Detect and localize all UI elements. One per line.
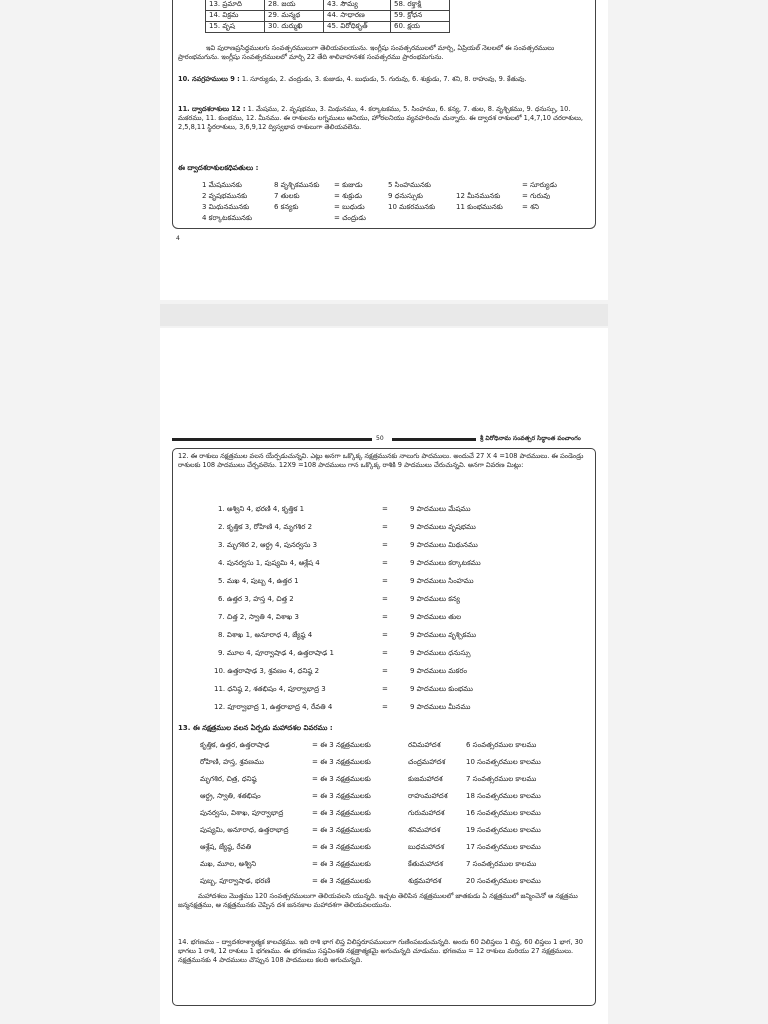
table-cell: 43. సౌమ్య [324,0,391,11]
samvatsara-note: ఇవి పురాణప్రసిద్ధములగు సంవత్సరములుగా తెలియవలయును. ఇంగ్లీషు సంవత్సరములలో మార్చి, ఏప్రియల్ నెలలలో ఈ సంవత్సరములు ప్రారంభమగును. ఇంగ్లీషు సంవత్సరములలో మార్చి 22 తేది శాలివాహనశక సంవత్సరము ప్రారంభమగును. [178,44,555,62]
header-rule-left [172,438,372,441]
page-lower [160,328,608,1024]
dasha-note: మహాదశలు మొత్తము 120 సంవత్సరములుగా తెలియవలసి యున్నది. ఇచ్చట తెలిపిన నక్షత్రములలో జాతకుడు ఏ నక్షత్రములో జన్మించెనో ఆ నక్షత్రము జన్మనక్షత్రము, ఆ నక్షత్రమునకు చెప్పిన దశ జననకాల మహాదశగా తెలియవలయును. [178,892,578,910]
table-cell: 59. క్రోధన [391,11,450,22]
item-10 [178,75,586,84]
item-10-heading: 10. నవగ్రహములు 9 : [178,75,240,83]
item-11 [178,105,586,133]
list-item: పునర్వసు, విశాఖ, పూర్వాభాద్ర = ఈ 3 నక్షత్రములకు గురుమహాదశ 16 సంవత్సరముల కాలము [200,809,541,817]
page-upper [160,0,608,300]
list-item: 9. మూల 4, పూర్వాషాఢ 4, ఉత్తరాషాఢ 1 = 9 పాదములు ధనుస్సు [218,649,471,657]
table-cell: 15. వృష [206,22,265,33]
list-item: 2 వృషభమునకు 7 తులకు = శుక్రుడు 9 ధనుస్సుకు 12 మీనమునకు = గురువు [202,192,551,200]
table-cell: 29. మన్మథ [265,11,324,22]
list-item: 1 మేషమునకు 8 వృశ్చికమునకు = కుజుడు 5 సింహమునకు = సూర్యుడు [202,181,557,189]
list-item: 8. విశాఖ 1, అనూరాధ 4, జ్యేష్ఠ 4 = 9 పాదములు వృశ్చికము [218,631,477,639]
table-cell: 13. ప్రమాది [206,0,265,11]
list-item: 11. ధనిష్ఠ 2, శతభిషం 4, పూర్వాభాద్ర 3 = 9 పాదములు కుంభము [214,685,473,693]
item-13-heading: 13. ఈ నక్షత్రముల వలన ఏర్పడు మహాదశల వివరము : [178,724,333,732]
item-12: 12. ఈ రాశులు నక్షత్రముల వలన యేర్పడుచున్నవి. ఎట్లు అనగా ఒక్కొక్క నక్షత్రమునకు నాలుగు పాదములు. అందుచే 27 X 4 =108 పాదములు. ఈ పండెండ్రు రాశులకు 108 పాదములు చేర్చవలెను. 12X9 =108 పాదములు గాన ఒక్కొక్క రాశికి 9 పాదములు చేరుచున్నవి. అనగా వివరణ మిట్లు: [178,452,584,470]
list-item: 10. ఉత్తరాషాఢ 3, శ్రవణం 4, ధనిష్ఠ 2 = 9 పాదములు మకరం [214,667,468,675]
list-item: 4 కర్కాటకమునకు = చంద్రుడు [202,214,366,222]
item-14: 14. భగణము – ద్వాదశరాశ్యాత్మక కాలచక్రము. ఇది రాశి భాగ లిప్త విలిప్తరూపములుగా గుణింపబడుచున్నది. అందు 60 విలిప్తలు 1 లిప్త, 60 లిప్తలు 1 భాగ, 30 భాగలు 1 రాశి, 12 రాశులు 1 భగణము. ఈ భగణము సప్తవింశతి నక్షత్రాత్మకమై అగుచున్నది చూడుము. భగణము = 12 రాశులు మరియు 27 నక్షత్రములు. నక్షత్రమునకు 4 పాదములు చొప్పున 108 పాదములు కలది అగుచున్నది. [178,938,583,965]
page-separator [160,304,608,326]
page-number: 4 [176,235,180,242]
list-item: 1. అశ్విని 4, భరణి 4, కృత్తిక 1 = 9 పాదములు మేషము [218,505,471,513]
table-cell: 30. దుర్ముఖి [265,22,324,33]
lords-heading: ఈ ద్వాదశరాశులకధిపతులు : [178,164,259,172]
list-item: 3 మిథునమునకు 6 కన్యకు = బుధుడు 10 మకరమునకు 11 కుంభమునకు = శని [202,203,539,211]
list-item: 6. ఉత్తర 3, హస్త 4, చిత్త 2 = 9 పాదములు కన్య [218,595,460,603]
header-rule-right [392,438,476,441]
list-item: కృత్తిక, ఉత్తర, ఉత్తరాషాఢ = ఈ 3 నక్షత్రములకు రవిమహాదశ 6 సంవత్సరముల కాలము [200,741,537,749]
list-item: మృగశిర, చిత్ర, ధనిష్ఠ = ఈ 3 నక్షత్రములకు కుజమహాదశ 7 సంవత్సరముల కాలము [200,775,537,783]
list-item: ఆర్ద్ర, స్వాతి, శతభిషం = ఈ 3 నక్షత్రములకు రాహుమహాదశ 18 సంవత్సరముల కాలము [200,792,541,800]
list-item: 5. మఖ 4, పుబ్బ 4, ఉత్తర 1 = 9 పాదములు సింహము [218,577,474,585]
header-title: శ్రీ విరోధినామ సంవత్సర సిద్ధాంత పంచాంగం [480,435,581,442]
table-cell: 14. విక్రమ [206,11,265,22]
item-11-text: 1. మేషము, 2. వృషభము, 3. మిథునము, 4. కర్కాటకము, 5. సింహము, 6. కన్య, 7. తుల, 8. వృశ్చికము, 9. ధనుస్సు, 10. మకరము, 11. కుంభము, 12. మీనము. ఈ రాశులను లగ్నములు అనియు, హోరలనియు వ్యవహరించు చున్నారు. ఈ ద్వాదశ రాశులలో 1,4,7,10 చరరాశులు, 2,5,8,11 స్థిరరాశులు, 3,6,9,12 ద్విస్వభావ రాశులుగా తెలియవలెను. [178,105,584,132]
list-item: 4. పునర్వసు 1, పుష్యమి 4, ఆశ్లేష 4 = 9 పాదములు కర్కాటకము [218,559,481,567]
list-item: 2. కృత్తిక 3, రోహిణి 4, మృగశిర 2 = 9 పాదములు వృషభము [218,523,476,531]
table-cell: 45. విరోధికృత్ [324,22,391,33]
list-item: రోహిణి, హస్త, శ్రవణము = ఈ 3 నక్షత్రములకు చంద్రమహాదశ 10 సంవత్సరముల కాలము [200,758,541,766]
list-item: మఖ, మూల, అశ్విని = ఈ 3 నక్షత్రములకు కేతుమహాదశ 7 సంవత్సరముల కాలము [200,860,537,868]
list-item: 7. చిత్త 2, స్వాతి 4, విశాఖ 3 = 9 పాదములు తుల [218,613,462,621]
list-item: 12. పూర్వాభాద్ర 1, ఉత్తరాభాద్ర 4, రేవతి 4 = 9 పాదములు మీనము [214,703,471,711]
item-11-heading: 11. ద్వాదశరాశులు 12 : [178,105,246,113]
table-cell: 58. రక్తాక్షి [391,0,450,11]
header-page-number: 50 [376,435,384,442]
table-cell: 28. జయ [265,0,324,11]
item-10-text: 1. సూర్యుడు, 2. చంద్రుడు, 3. కుజుడు, 4. బుధుడు, 5. గురువు, 6. శుక్రుడు, 7. శని, 8. రాహువు, 9. కేతువు. [241,75,527,83]
list-item: 3. మృగశిర 2, ఆర్ద్ర 4, పునర్వసు 3 = 9 పాదములు మిథునము [218,541,478,549]
table-cell: 60. క్షయ [391,22,450,33]
list-item: పుబ్బ, పూర్వాషాఢ, భరణి = ఈ 3 నక్షత్రములకు శుక్రమహాదశ 20 సంవత్సరముల కాలము [200,877,541,885]
list-item: పుష్యమి, అనూరాధ, ఉత్తరాభాద్ర = ఈ 3 నక్షత్రములకు శనిమహాదశ 19 సంవత్సరముల కాలము [200,826,541,834]
table-cell: 44. సాధారణ [324,11,391,22]
list-item: ఆశ్లేష, జ్యేష్ఠ, రేవతి = ఈ 3 నక్షత్రములకు బుధమహాదశ 17 సంవత్సరముల కాలము [200,843,541,851]
